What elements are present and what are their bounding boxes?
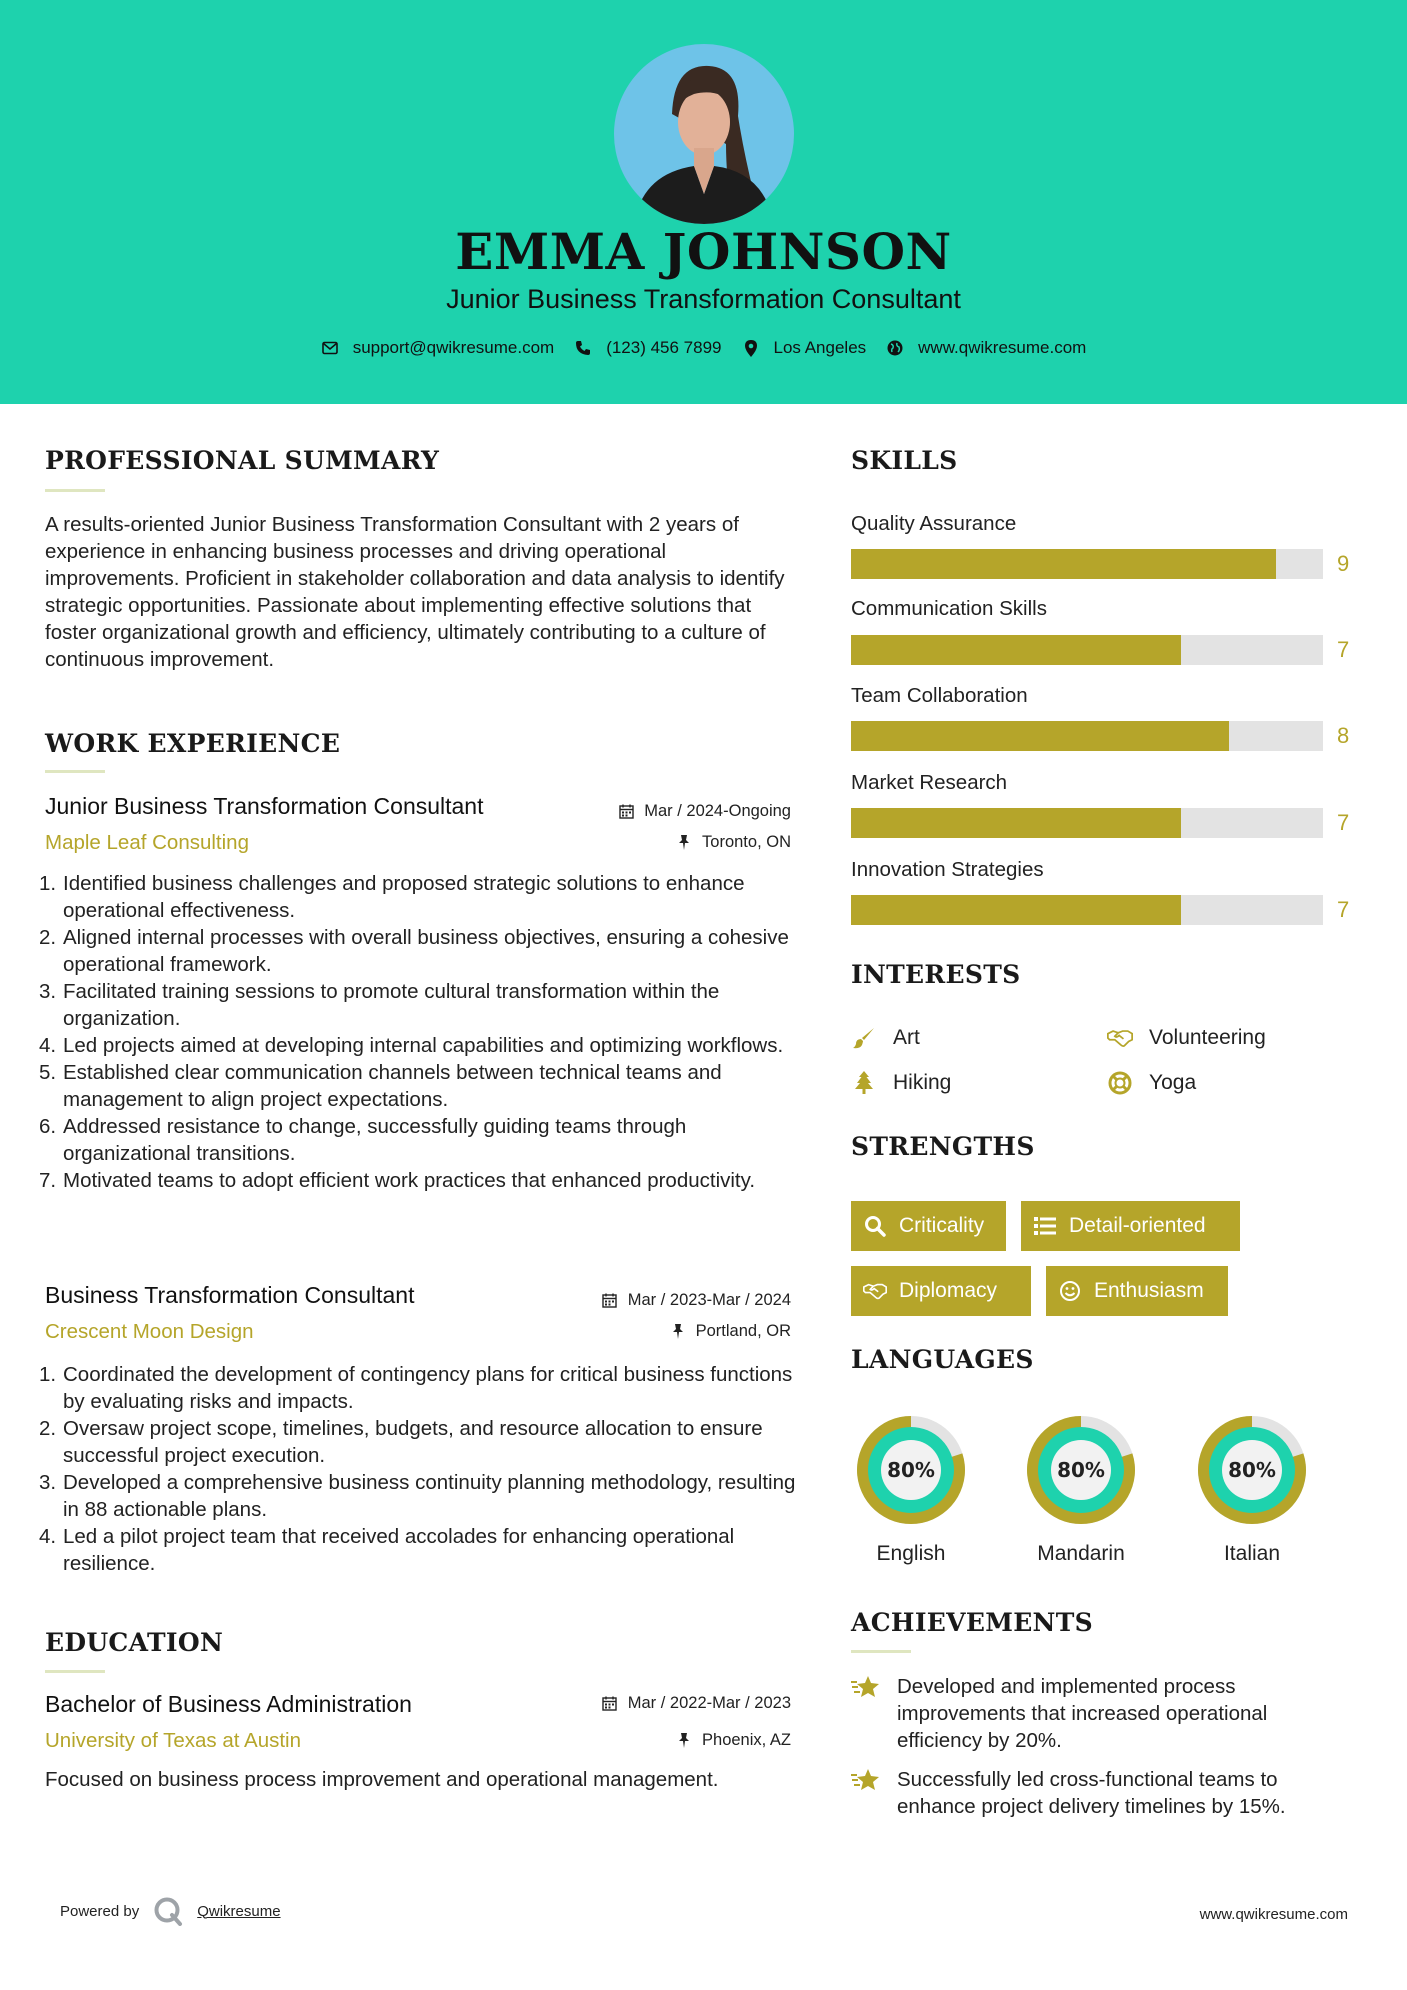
strength-chip: Diplomacy (851, 1266, 1031, 1316)
contact-phone[interactable] (574, 338, 721, 358)
languages-heading: LANGUAGES (851, 1345, 1034, 1374)
education-heading: EDUCATION (45, 1628, 224, 1657)
list-item: 2. Oversaw project scope, timelines, budgets, and resource allocation to ensure successful project execution. (39, 1417, 763, 1467)
star-medal-icon (851, 1673, 883, 1705)
education-dates-text: Mar / 2022-Mar / 2023 (627, 1694, 791, 1712)
envelope-icon (321, 339, 339, 357)
list-item: 7. Motivated teams to adopt efficient work practices that enhanced productivity. (39, 1169, 756, 1192)
strengths-heading: STRENGTHS (851, 1132, 1035, 1161)
calendar-icon (618, 804, 634, 820)
skill-label: Innovation Strategies (851, 858, 1044, 881)
list-item: 4. Led projects aimed at developing internal capabilities and optimizing workflows. (39, 1034, 784, 1057)
interest-item: Volunteering (1107, 1025, 1266, 1051)
education-location-text: Phoenix, AZ (702, 1731, 791, 1749)
skill-bar-track (851, 721, 1323, 751)
language-item (851, 1410, 971, 1566)
job-2-bullets (39, 1361, 800, 1577)
handshake-icon (863, 1279, 887, 1303)
skill-value: 9 (1337, 551, 1350, 576)
contact-website[interactable] (886, 338, 1086, 358)
lifebuoy-icon (1107, 1070, 1133, 1096)
list-item: 3. Facilitated training sessions to promote cultural transformation within the organization. (39, 980, 720, 1030)
list-icon (1033, 1214, 1057, 1238)
skill-label: Quality Assurance (851, 512, 1017, 535)
search-icon (863, 1214, 887, 1238)
skill-bar-track (851, 808, 1323, 838)
globe-icon (886, 339, 904, 357)
contact-location-text: Los Angeles (773, 338, 867, 357)
summary-text: A results-oriented Junior Business Transformation Consultant with 2 years of experience in enhancing business processes and driving operational improvements. Proficient in stakeholder collaboration and data analysis to identify strategic opportunities. Passionate about implementing effective solutions that foster organizational growth and efficiency, ultimately contributing to a culture of continuous improvement. (45, 513, 785, 671)
pushpin-icon (670, 1324, 686, 1340)
smile-icon (1058, 1279, 1082, 1303)
contact-email[interactable] (321, 338, 555, 358)
job-1-bullets (39, 870, 800, 1194)
job-2-title: Business Transformation Consultant (45, 1282, 415, 1308)
language-name: Mandarin (1037, 1542, 1125, 1565)
interest-item: Art (851, 1025, 920, 1051)
skill-bar-track (851, 635, 1323, 665)
contact-email-text: support@qwikresume.com (352, 338, 555, 357)
achievements-heading: ACHIEVEMENTS (851, 1608, 1093, 1637)
education-location (560, 1731, 791, 1750)
skill-bar-fill (851, 808, 1181, 838)
contact-bar (0, 338, 1407, 358)
powered-by-text: Powered by (60, 1902, 140, 1920)
interests-heading: INTERESTS (851, 960, 1021, 989)
interest-item: Yoga (1107, 1070, 1196, 1096)
language-ring (1021, 1410, 1141, 1530)
skill-value: 7 (1337, 637, 1350, 662)
strength-chip: Detail-oriented (1021, 1201, 1240, 1251)
pushpin-icon (676, 1733, 692, 1749)
language-ring (1192, 1410, 1312, 1530)
skill-bar-fill (851, 549, 1276, 579)
phone-icon (574, 339, 592, 357)
contact-phone-text: (123) 456 7899 (606, 338, 722, 357)
list-item: 4. Led a pilot project team that received accolades for enhancing operational resilience. (39, 1525, 735, 1575)
job-1-title: Junior Business Transformation Consultant (45, 793, 484, 819)
job-2-location-text: Portland, OR (695, 1322, 791, 1340)
language-name: Italian (1223, 1542, 1281, 1565)
language-percent: 80% (1057, 1458, 1105, 1482)
education-degree: Bachelor of Business Administration (45, 1691, 412, 1717)
language-item (1021, 1410, 1141, 1566)
education-description: Focused on business process improvement and operational management. (45, 1768, 719, 1791)
list-item: 3. Developed a comprehensive business continuity planning methodology, resulting in 88 actionable plans. (39, 1471, 796, 1521)
skill-bar-fill (851, 895, 1181, 925)
job-2-dates-text: Mar / 2023-Mar / 2024 (627, 1291, 791, 1309)
qwikresume-link[interactable]: Qwikresume (197, 1902, 281, 1920)
candidate-name: EMMA JOHNSON (455, 222, 952, 281)
language-name: English (876, 1542, 946, 1565)
achievement-item: Developed and implemented process improvements that increased operational efficiency by 20%. (851, 1673, 1351, 1754)
language-ring (851, 1410, 971, 1530)
calendar-icon (602, 1696, 618, 1712)
skill-value: 7 (1337, 897, 1350, 922)
paintbrush-icon (851, 1025, 877, 1051)
job-1-location (560, 833, 791, 852)
achievements-underline (851, 1650, 911, 1653)
summary-underline (45, 489, 105, 492)
summary-heading: PROFESSIONAL SUMMARY (45, 446, 440, 475)
candidate-title: Junior Business Transformation Consultant (446, 284, 961, 314)
job-1-dates (560, 802, 791, 821)
skill-bar-fill (851, 635, 1181, 665)
job-1-company: Maple Leaf Consulting (45, 831, 249, 854)
tree-icon (851, 1070, 877, 1096)
star-medal-icon (851, 1766, 883, 1798)
skill-bar-fill (851, 721, 1229, 751)
list-item: 2. Aligned internal processes with overall business objectives, ensuring a cohesive operational framework. (39, 926, 789, 976)
handshake-icon (1107, 1025, 1133, 1051)
education-underline (45, 1670, 105, 1673)
list-item: 1. Identified business challenges and proposed strategic solutions to enhance operational effectiveness. (39, 872, 745, 922)
contact-location (742, 338, 867, 358)
list-item: 6. Addressed resistance to change, successfully guiding teams through organizational transitions. (39, 1115, 687, 1165)
skill-label: Team Collaboration (851, 684, 1028, 707)
skill-label: Communication Skills (851, 597, 1047, 620)
skills-heading: SKILLS (851, 446, 958, 475)
list-item: 1. Coordinated the development of contingency plans for critical business functions by evaluating risks and impacts. (39, 1363, 793, 1413)
contact-website-text: www.qwikresume.com (918, 338, 1087, 357)
experience-underline (45, 770, 105, 773)
education-school: University of Texas at Austin (45, 1729, 301, 1752)
language-item (1192, 1410, 1312, 1566)
skill-label: Market Research (851, 771, 1008, 794)
language-percent: 80% (1228, 1458, 1276, 1482)
job-1-location-text: Toronto, ON (702, 833, 791, 851)
list-item: 5. Established clear communication channels between technical teams and management to align project expectations. (39, 1061, 722, 1111)
skill-bar-track (851, 895, 1323, 925)
profile-photo (614, 44, 794, 224)
calendar-icon (602, 1293, 618, 1309)
skill-bar-track (851, 549, 1323, 579)
job-1-dates-text: Mar / 2024-Ongoing (644, 802, 791, 820)
qwikresume-logo-icon (153, 1896, 183, 1926)
job-2-location (560, 1322, 791, 1341)
pushpin-icon (676, 835, 692, 851)
footer-powered-by (60, 1896, 281, 1926)
interest-item: Hiking (851, 1070, 951, 1096)
resume-header (0, 0, 1407, 404)
language-percent: 80% (887, 1458, 935, 1482)
skill-value: 7 (1337, 810, 1350, 835)
experience-heading: WORK EXPERIENCE (45, 729, 341, 758)
job-2-dates (540, 1291, 791, 1310)
strength-chip: Criticality (851, 1201, 1006, 1251)
job-2-company: Crescent Moon Design (45, 1320, 254, 1343)
achievement-item: Successfully led cross-functional teams to enhance project delivery timelines by 15%. (851, 1766, 1351, 1820)
footer-website[interactable]: www.qwikresume.com (1199, 1906, 1348, 1923)
skill-value: 8 (1337, 723, 1350, 748)
map-marker-icon (742, 339, 760, 357)
education-dates (540, 1694, 791, 1713)
strength-chip: Enthusiasm (1046, 1266, 1228, 1316)
